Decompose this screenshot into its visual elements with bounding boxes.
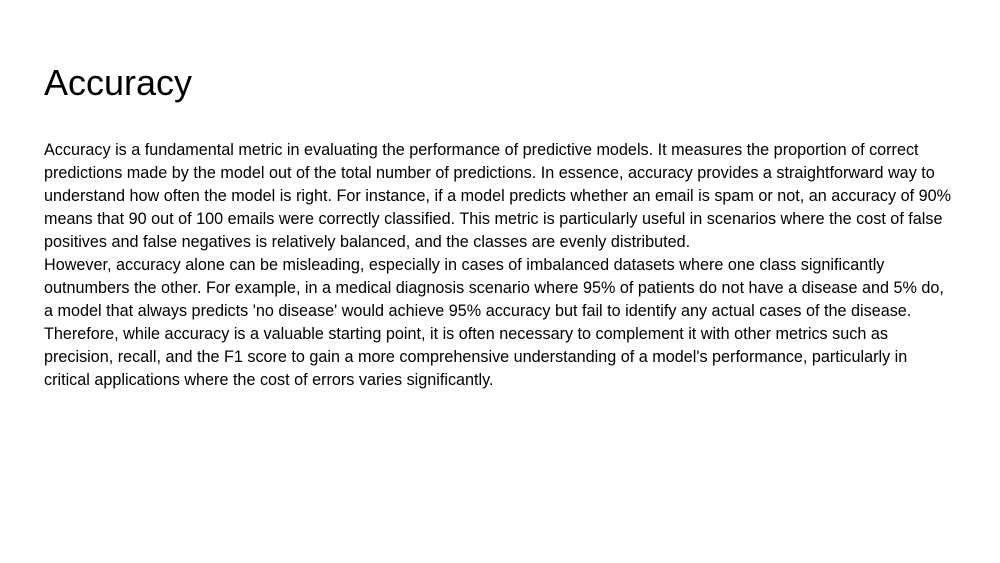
body-paragraph: However, accuracy alone can be misleading, especially in cases of imbalanced datasets where one class significantly outnumbers the other. For example, in a medical diagnosis scenario where 95% of patients do not have a disease and 5% do, a model that always predicts 'no disease' would achieve 95% accuracy but fail to identify any actual cases of the disease. Therefore, while accuracy is a valuable starting point, it is often necessary to complement it with other metrics such as precision, recall, and the F1 score to gain a more comprehensive understanding of a model's performance, particularly in critical applications where the cost of errors varies significantly. bbox=[44, 256, 944, 389]
body-paragraph: Accuracy is a fundamental metric in evaluating the performance of predictive models. It measures the proportion of correct predictions made by the model out of the total number of predictions. In essence, accuracy provides a straightforward way to understand how often the model is right. For instance, if a model predicts whether an email is spam or not, an accuracy of 90% means that 90 out of 100 emails were correctly classified. This metric is particularly useful in scenarios where the cost of false positives and false negatives is relatively balanced, and the classes are evenly distributed. bbox=[44, 141, 951, 251]
slide-title: Accuracy bbox=[44, 62, 193, 103]
slide-body bbox=[44, 139, 956, 392]
